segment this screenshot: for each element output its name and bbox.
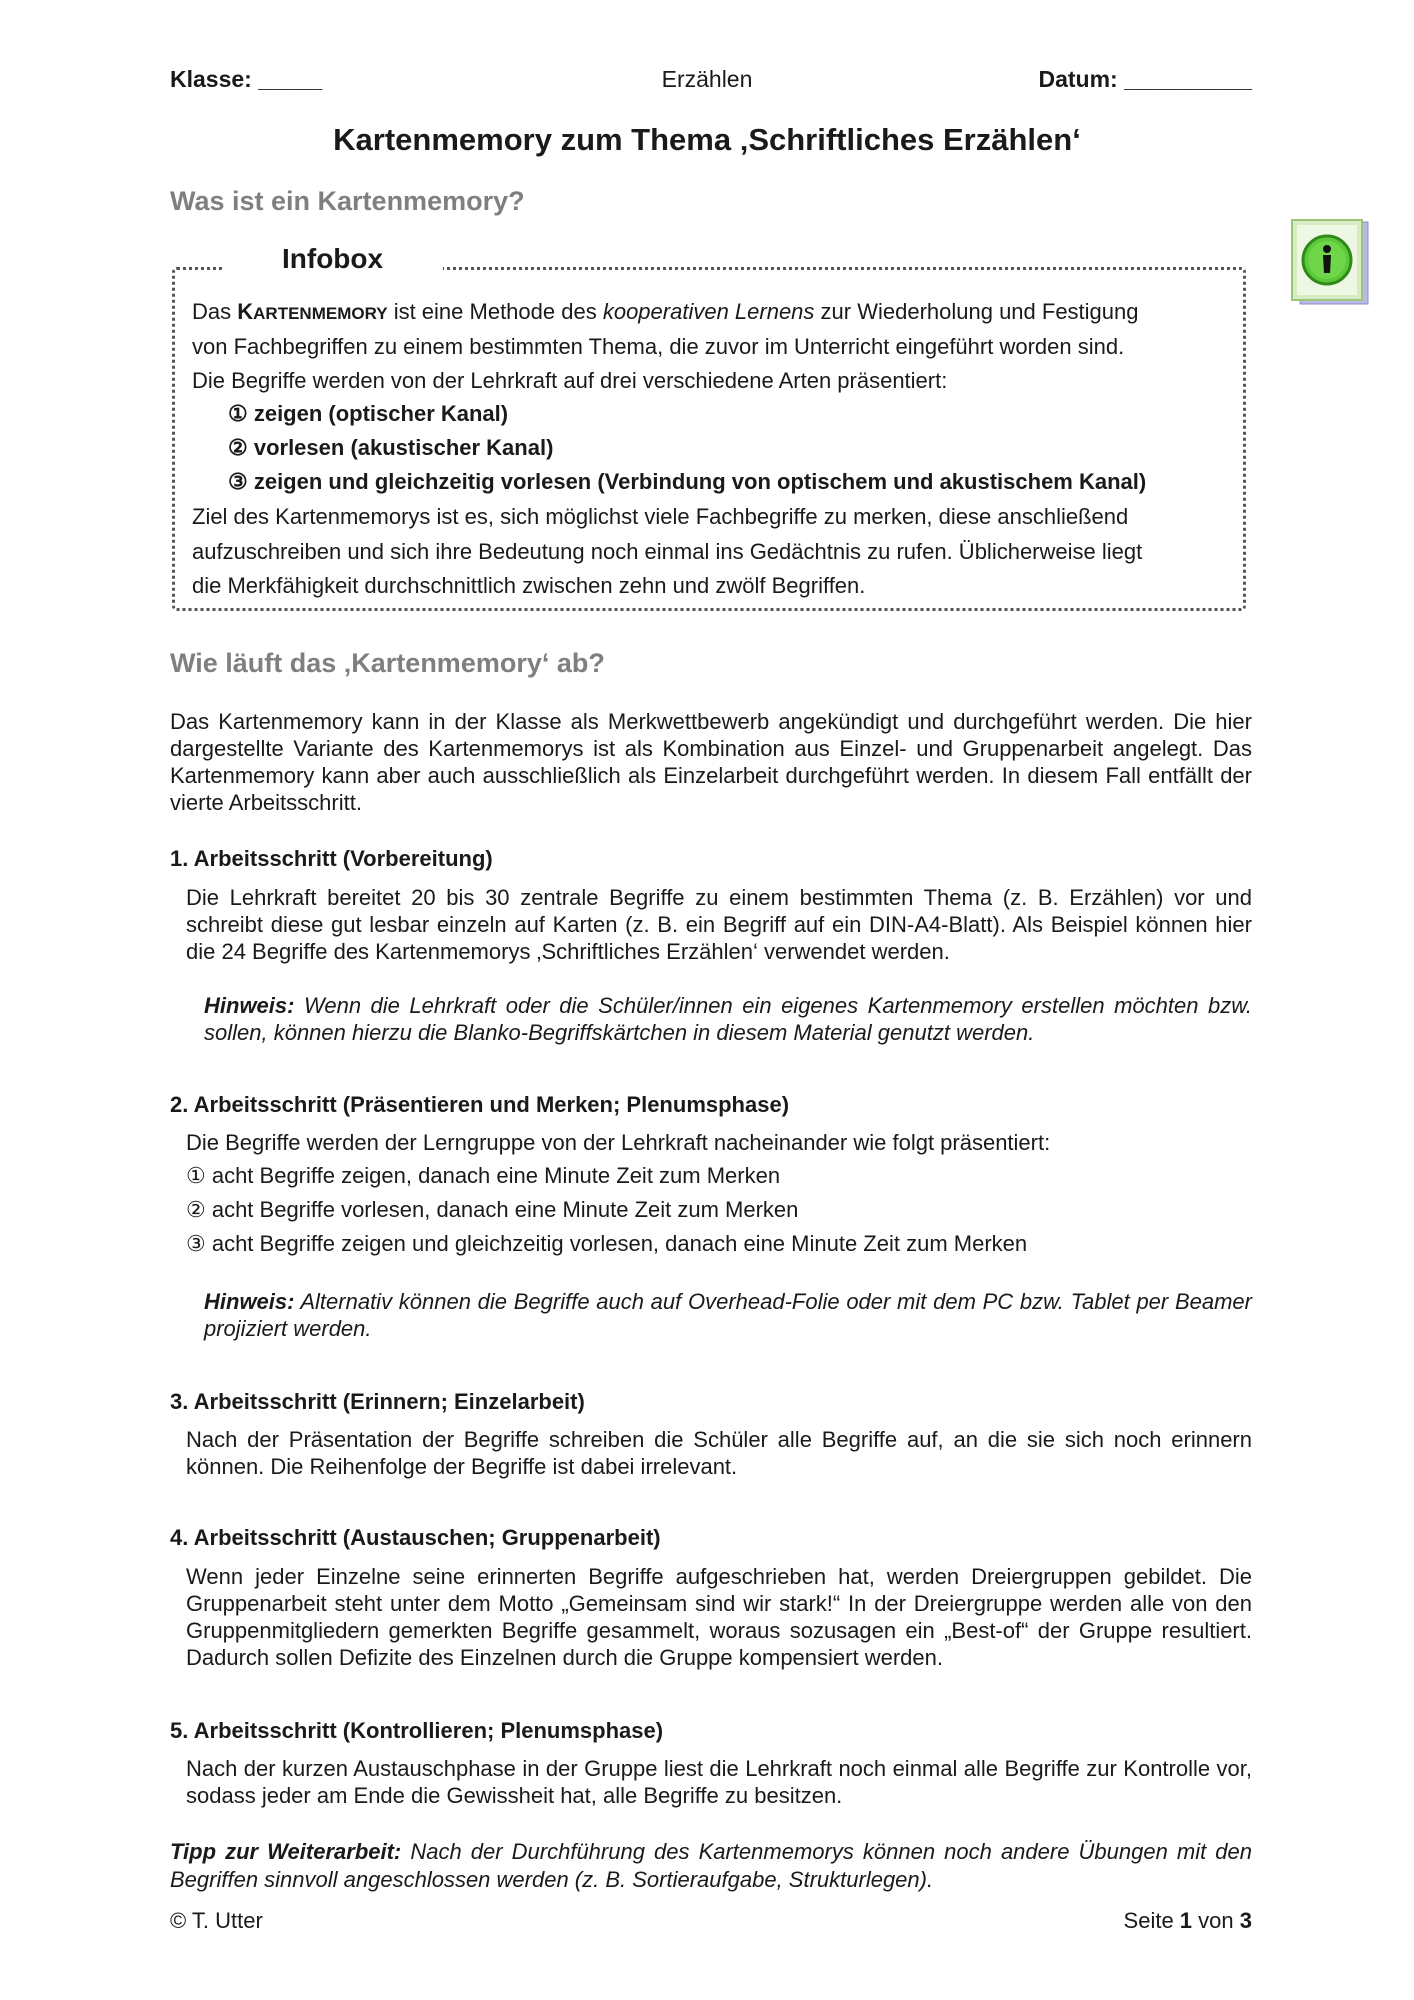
step-5-heading: 5. Arbeitsschritt (Kontrollieren; Plenumsphase) [170,1718,664,1743]
infobox-line-1: Das KARTENMEMORY ist eine Methode des kooperativen Lernens zur Wiederholung und Festigung [192,299,1139,324]
class-field-label: Klasse: _____ [170,66,323,92]
step-4-heading: 4. Arbeitsschritt (Austauschen; Gruppenarbeit) [170,1525,661,1550]
step-1-hint: Hinweis: Wenn die Lehrkraft oder die Schüler/innen ein eigenes Kartenmemory erstellen möchten bzw. sollen, können hierzu die Blanko-Begriffskärtchen in diesem Material genutzt werden. [204,993,1252,1045]
step-4-text: Wenn jeder Einzelne seine erinnerten Begriffe aufgeschrieben hat, werden Dreiergruppen gebildet. Die Gruppenarbeit steht unter dem Motto „Gemeinsam sind wir stark!“ In der Dreiergruppe werden alle von den Gruppenmitgliedern gemerkten Begriffe gesammelt, woraus sozusagen ein „Best-of“ der Gruppe resultiert. Dadurch sollen Defizite des Einzelnen durch die Gruppe kompensiert werden. [186,1564,1252,1670]
step-2-heading: 2. Arbeitsschritt (Präsentieren und Merken; Plenumsphase) [170,1092,790,1117]
step-2-item-show: ① acht Begriffe zeigen, danach eine Minute Zeit zum Merken [186,1163,781,1188]
step-2-item-both: ③ acht Begriffe zeigen und gleichzeitig vorlesen, danach eine Minute Zeit zum Merken [186,1231,1028,1256]
infobox-item-read: ② vorlesen (akustischer Kanal) [228,435,554,460]
step-2-hint: Hinweis: Alternativ können die Begriffe auch auf Overhead-Folie oder mit dem PC bzw. Tablet per Beamer projiziert werden. [204,1289,1252,1341]
infobox-line-2: von Fachbegriffen zu einem bestimmten Thema, die zuvor im Unterricht eingeführt worden sind. [192,334,1125,359]
footer-copyright: © T. Utter [170,1908,263,1933]
section-heading-how: Wie läuft das ‚Kartenmemory‘ ab? [170,648,605,678]
infobox-line-6: die Merkfähigkeit durchschnittlich zwischen zehn und zwölf Begriffen. [192,573,866,598]
subject-label: Erzählen [661,66,753,92]
infobox-line-3: Die Begriffe werden von der Lehrkraft auf drei verschiedene Arten präsentiert: [192,368,948,393]
tip-further-work: Tipp zur Weiterarbeit: Nach der Durchführung des Kartenmemorys können noch andere Übungen mit den Begriffen sinnvoll angeschlossen werden (z. B. Sortieraufgabe, Strukturlegen). [170,1839,1253,1892]
step-5-text: Nach der kurzen Austauschphase in der Gruppe liest die Lehrkraft noch einmal alle Begriffe zur Kontrolle vor, sodass jeder am Ende die Gewissheit hat, alle Begriffe zu besitzen. [186,1756,1252,1808]
infobox-line-4: Ziel des Kartenmemorys ist es, sich möglichst viele Fachbegriffe zu merken, diese anschließend [192,504,1129,529]
date-field-label: Datum: __________ [1038,66,1252,92]
step-1-text: Die Lehrkraft bereitet 20 bis 30 zentrale Begriffe zu einem bestimmten Thema (z. B. Erzählen) vor und schreibt diese gut lesbar einzeln auf Karten (z. B. ein Begriff auf ein DIN-A4-Blatt). Als Beispiel können hier die 24 Begriffe des Kartenmemorys ‚Schriftliches Erzählen‘ verwendet werden. [186,885,1252,964]
infobox-line-5: aufzuschreiben und sich ihre Bedeutung noch einmal ins Gedächtnis zu rufen. Üblicherweise liegt [192,539,1143,564]
step-1-heading: 1. Arbeitsschritt (Vorbereitung) [170,846,493,871]
footer-page-number: Seite 1 von 3 [1123,1908,1252,1933]
infobox-title: Infobox [222,243,443,275]
section-heading-what-is: Was ist ein Kartenmemory? [170,186,525,216]
step-2-item-read: ② acht Begriffe vorlesen, danach eine Minute Zeit zum Merken [186,1197,799,1222]
step-3-heading: 3. Arbeitsschritt (Erinnern; Einzelarbeit) [170,1389,585,1414]
step-3-text: Nach der Präsentation der Begriffe schreiben die Schüler alle Begriffe auf, an die sie sich noch erinnern können. Die Reihenfolge der Begriffe ist dabei irrelevant. [186,1427,1252,1479]
infobox-item-show: ① zeigen (optischer Kanal) [228,401,509,426]
info-icon [1290,218,1372,308]
intro-paragraph: Das Kartenmemory kann in der Klasse als Merkwettbewerb angekündigt und durchgeführt werden. Die hier dargestellte Variante des Kartenmemorys ist als Kombination aus Einzel- und Gruppenarbeit angelegt. Das Kartenmemory kann aber auch ausschließlich als Einzelarbeit durchgeführt werden. In diesem Fall entfällt der vierte Arbeitsschritt. [170,709,1252,815]
page-title: Kartenmemory zum Thema ‚Schriftliches Erzählen‘ [333,122,1081,157]
step-2-text: Die Begriffe werden der Lerngruppe von der Lehrkraft nacheinander wie folgt präsentiert: [186,1130,1051,1155]
infobox-item-both: ③ zeigen und gleichzeitig vorlesen (Verbindung von optischem und akustischem Kanal) [228,469,1147,494]
